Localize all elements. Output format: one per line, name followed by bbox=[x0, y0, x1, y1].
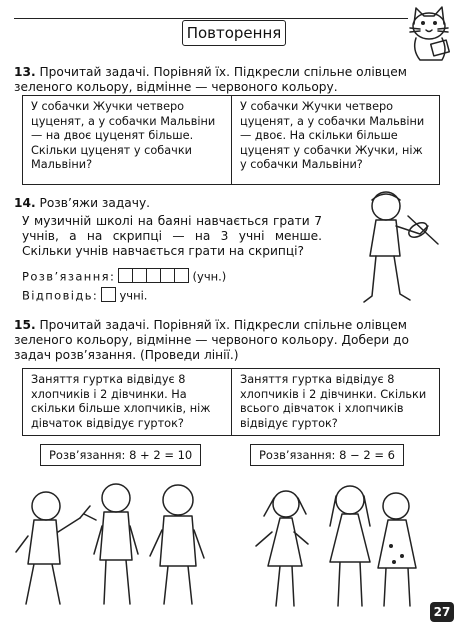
cat-illustration bbox=[402, 2, 458, 64]
task-13-problem-left: У собачки Жучки четверо цуценят, а у собачки Мальвіни — на двоє цуценят більше. Скільки цуценят у собачки Мальвіни? bbox=[31, 100, 216, 171]
task-15-text: Прочитай задачі. Порівняй їх. Підкресли спільне олівцем зеленого кольору, відмінне — червоного кольору. Добери до задач розв’язання. (Проведи лінії.) bbox=[14, 318, 409, 362]
answer-unit: учні. bbox=[119, 288, 148, 303]
task-14-text: Розв’яжи задачу. bbox=[39, 196, 151, 210]
boys-illustration bbox=[10, 476, 220, 616]
task-13-number: 13. bbox=[14, 65, 36, 79]
girls-illustration bbox=[246, 476, 426, 616]
solution-option-difference[interactable]: Розв’язання: 8 − 2 = 6 bbox=[250, 444, 404, 466]
page-number: 27 bbox=[430, 602, 454, 622]
task-14-instructions bbox=[14, 196, 314, 211]
solution-unit: (учн.) bbox=[192, 269, 227, 284]
task-15-problems-box bbox=[22, 368, 440, 436]
solution-option-sum[interactable]: Розв’язання: 8 + 2 = 10 bbox=[40, 444, 201, 466]
task-15-problem-left: Заняття гуртка відвідує 8 хлопчиків і 2 дівчинки. На скільки більше хлопчиків, ніж дівчаток відвідує гурток? bbox=[31, 373, 211, 430]
solution-label: Розв’язання: bbox=[22, 269, 116, 284]
answer-box[interactable] bbox=[102, 287, 116, 305]
task-15-problem-right: Заняття гуртка відвідує 8 хлопчиків і 2 дівчинки. Скільки всього дівчаток і хлопчиків відвідує гурток? bbox=[240, 373, 427, 430]
task-13-problems-box bbox=[22, 95, 440, 185]
task-13-problem-right: У собачки Жучки четверо цуценят, а у собачки Мальвіни — двоє. На скільки більше цуценят у собачки Жучки, ніж у собачки Мальвіни? bbox=[240, 100, 425, 171]
task-13-text: Прочитай задачі. Порівняй їх. Підкресли спільне олівцем зеленого кольору, відмінне — червоного кольору. bbox=[14, 65, 407, 94]
task-15-number: 15. bbox=[14, 318, 36, 332]
page-title: Повторення bbox=[182, 20, 286, 46]
answer-label: Відповідь: bbox=[22, 288, 99, 303]
solution-grid[interactable] bbox=[119, 268, 189, 286]
violinist-boy-illustration bbox=[350, 186, 440, 316]
task-14-number: 14. bbox=[14, 196, 36, 210]
task-14-answer-row bbox=[22, 287, 322, 305]
header-rule bbox=[14, 18, 408, 19]
task-15-instructions bbox=[14, 318, 444, 363]
task-14-solution-row bbox=[22, 268, 322, 286]
task-14-problem: У музичній школі на баяні навчається грати 7 учнів, а на скрипці — на 3 учні менше. Скільки учнів навчається грати на скрипці? bbox=[22, 214, 322, 258]
task-13-instructions bbox=[14, 65, 444, 95]
